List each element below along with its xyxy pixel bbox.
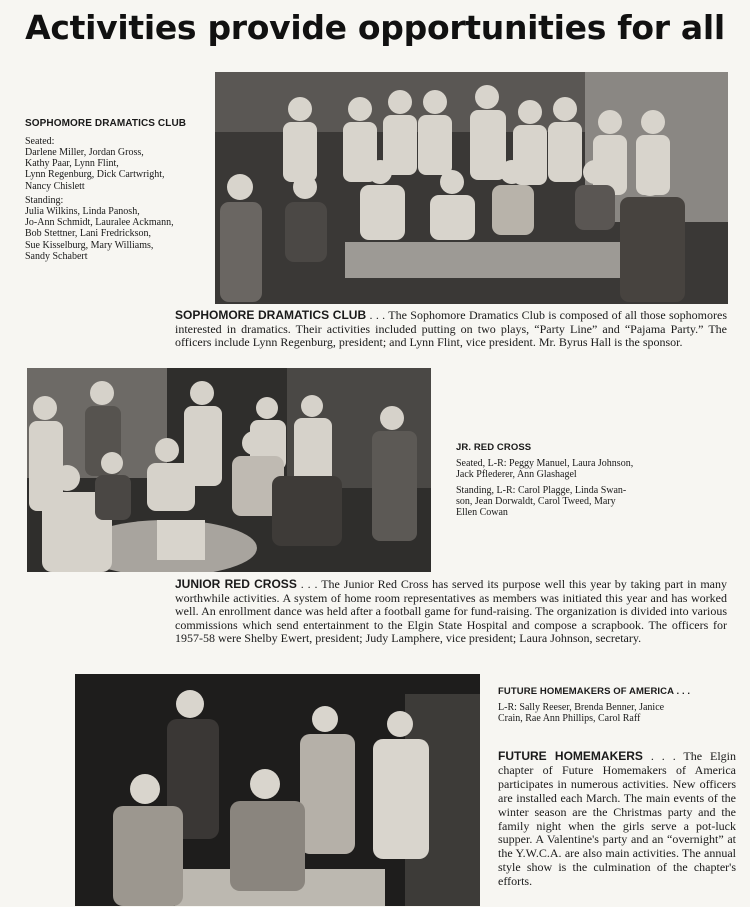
- homemakers-body: . . . The Elgin chapter of Future Homemakers of America participates in numerous activities. New officers are installed each March. The main events of the winter season are the Christmas party and the family night when the girls serve a pot-luck supper. A Valentine's party and an “overnight” at the Y.W.C.A. are also main activities. The annual style show is the culmination of the chapter's efforts.: [498, 749, 737, 889]
- sophomore-caption-heading: SOPHOMORE DRAMATICS CLUB: [25, 118, 187, 129]
- homemakers-description: [498, 750, 736, 889]
- sophomore-seated-label: Seated:: [25, 136, 55, 147]
- red-cross-body: . . . The Junior Red Cross has served its purpose well this year by taking part in many worthwhile activities. A system of home room representatives as members was initiated this year and has worked well. An enrollment dance was held after a football game for fund-raising. The organization is divided into various commissions which send entertainment to the Elgin State Hospital and compose a scrapbook. The officers for 1957-58 were Shelby Ewert, president; Judy Lamphere, vice president; Laura Johnson, secretary.: [175, 577, 727, 646]
- sophomore-standing-names: Julia Wilkins, Linda Panosh, Jo-Ann Schmidt, Lauralee Ackmann, Bob Stettner, Lani Fredrickson, Sue Kisselburg, Mary Williams, Sandy Schabert: [25, 206, 174, 262]
- red-cross-caption-heading: JR. RED CROSS: [456, 442, 532, 453]
- homemakers-caption-names: L-R: Sally Reeser, Brenda Benner, Janice Crain, Rae Ann Phillips, Carol Raff: [498, 702, 665, 725]
- sophomore-standing-label: Standing:: [25, 195, 64, 206]
- sophomore-description: [175, 309, 727, 350]
- red-cross-seated: Seated, L-R: Peggy Manuel, Laura Johnson, Jack Pflederer, Ann Glashagel: [456, 458, 634, 481]
- sophomore-lead: SOPHOMORE DRAMATICS CLUB: [175, 308, 367, 322]
- sophomore-dramatics-photo: [215, 72, 728, 304]
- red-cross-description: [175, 578, 727, 646]
- page-title: Activities provide opportunities for all: [25, 8, 725, 47]
- sophomore-seated-names: Darlene Miller, Jordan Gross, Kathy Paar, Lynn Flint, Lynn Regenburg, Dick Cartwright, Nancy Chislett: [25, 147, 165, 192]
- homemakers-lead: FUTURE HOMEMAKERS: [498, 749, 643, 763]
- junior-red-cross-photo: [27, 368, 431, 572]
- red-cross-lead: JUNIOR RED CROSS: [175, 577, 297, 591]
- homemakers-caption-heading: FUTURE HOMEMAKERS OF AMERICA . . .: [498, 686, 691, 697]
- red-cross-standing: Standing, L-R: Carol Plagge, Linda Swan- son, Jean Dorwaldt, Carol Tweed, Mary Ellen Cowan: [456, 485, 627, 519]
- future-homemakers-photo: [75, 674, 480, 906]
- sophomore-body: . . . The Sophomore Dramatics Club is composed of all those sophomores interested in dramatics. Their activities included putting on two plays, “Party Line” and “Pajama Party.” The officers include Lynn Regenburg, president; and Lynn Flint, vice president. Mr. Byrus Hall is the sponsor.: [175, 308, 727, 350]
